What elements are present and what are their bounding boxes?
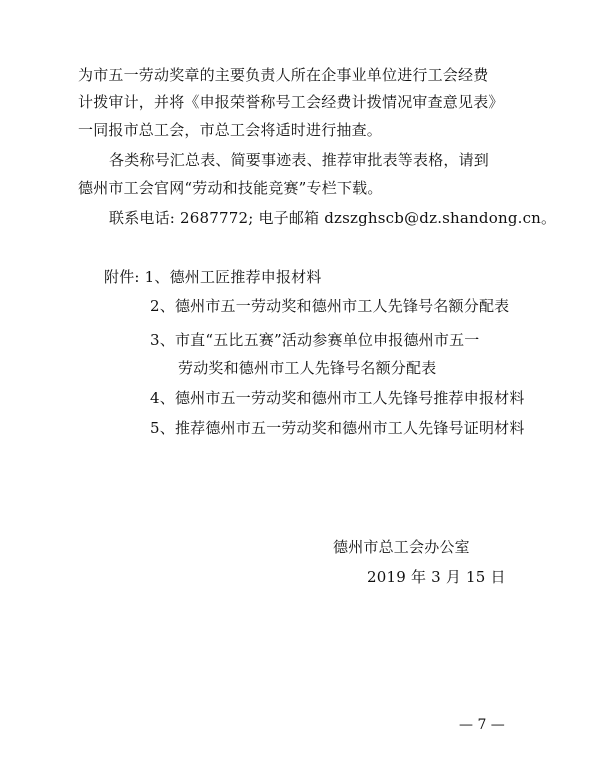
body-line-2: 计拨审计，并将《申报荣誉称号工会经费计拨情况审查意见表》 bbox=[78, 93, 504, 111]
contact-line: 联系电话: 2687772; 电子邮箱 dzszghscb@dz.shandong.cn。 bbox=[109, 209, 557, 227]
body-line-1: 为市五一劳动奖章的主要负责人所在企事业单位进行工会经费 bbox=[78, 66, 489, 84]
attachment-item-1: 附件: 1、德州工匠推荐申报材料 bbox=[104, 268, 322, 286]
signature-org: 德州市总工会办公室 bbox=[333, 538, 470, 556]
attachment-item-3b: 劳动奖和德州市工人先锋号名额分配表 bbox=[178, 359, 437, 377]
attachment-item-5: 5、推荐德州市五一劳动奖和德州市工人先锋号证明材料 bbox=[150, 419, 525, 437]
signature-date: 2019 年 3 月 15 日 bbox=[367, 568, 506, 586]
body-line-5: 德州市工会官网“劳动和技能竞赛”专栏下载。 bbox=[78, 179, 383, 197]
attachment-item-4: 4、德州市五一劳动奖和德州市工人先锋号推荐申报材料 bbox=[150, 389, 525, 407]
body-line-3: 一同报市总工会，市总工会将适时进行抽查。 bbox=[78, 121, 383, 139]
body-line-4: 各类称号汇总表、简要事迹表、推荐审批表等表格，请到 bbox=[109, 151, 490, 169]
attachment-item-3a: 3、市直“五比五赛”活动参赛单位申报德州市五一 bbox=[150, 331, 480, 349]
page-number: — 7 — bbox=[459, 717, 505, 733]
attachment-item-2: 2、德州市五一劳动奖和德州市工人先锋号名额分配表 bbox=[150, 297, 510, 315]
